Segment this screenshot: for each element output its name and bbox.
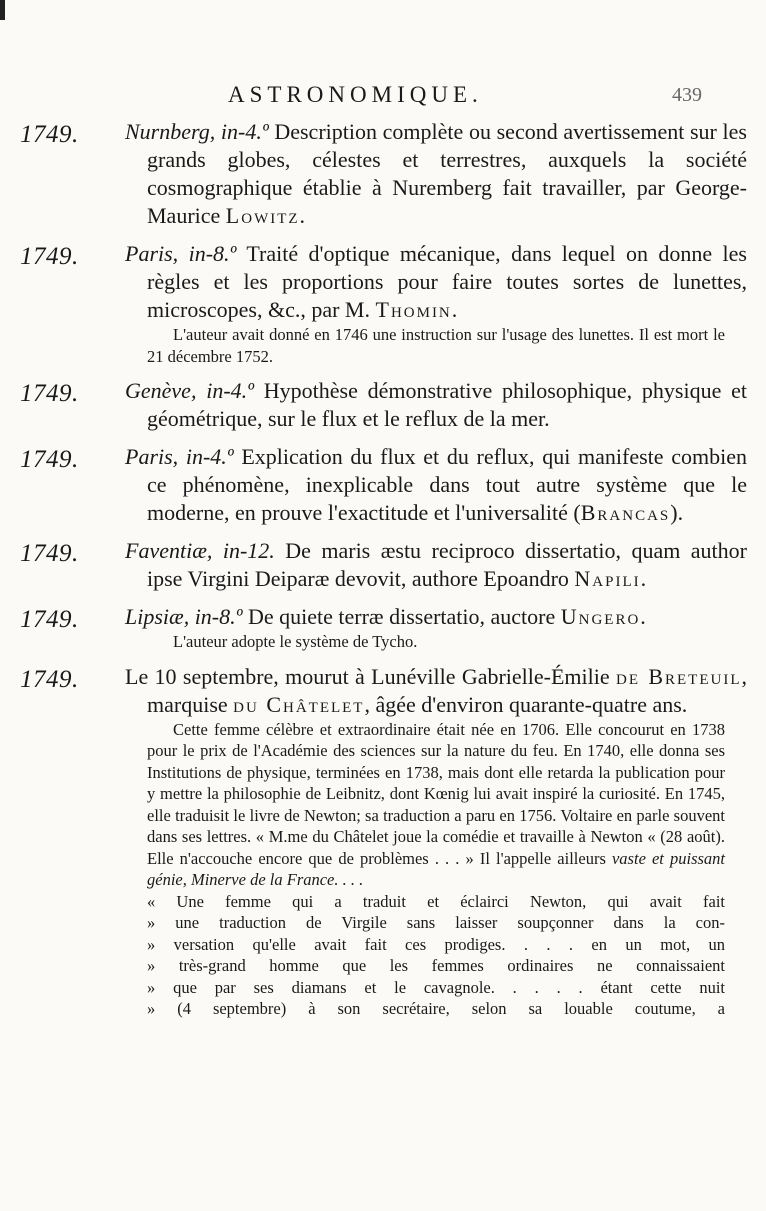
entry-author: Napili. xyxy=(574,566,649,591)
entry-place: Lipsiæ, in-8.º xyxy=(125,604,243,629)
entry xyxy=(0,377,766,433)
entry-year: 1749. xyxy=(20,606,79,633)
entry-author: Ungero. xyxy=(560,604,648,629)
entry-place: Paris, in-4.º xyxy=(125,444,234,469)
entry-note xyxy=(147,719,725,891)
quote-line: » une traduction de Virgile sans laisser soupçonner dans la con- xyxy=(147,913,725,932)
entry-text: Description complète ou second avertissement sur les grands globes, célestes et terrestres, auxquels la société cosmographique établie à Nuremberg fait travailler, par George-Maurice xyxy=(147,119,747,228)
entry-text-lead: Le 10 septembre, mourut à Lunéville Gabrielle-Émilie xyxy=(125,663,610,689)
entry-author: du Châtelet xyxy=(233,691,365,717)
entry-year: 1749. xyxy=(20,380,79,407)
entry-note: L'auteur adopte le système de Tycho. xyxy=(173,632,418,651)
entry-body xyxy=(125,240,747,324)
entry-note: L'auteur avait donné en 1746 une instruction sur l'usage des lunettes. Il est mort le 21 décembre 1752. xyxy=(147,325,725,366)
entry-author: Brancas xyxy=(580,500,671,525)
entry-year: 1749. xyxy=(20,446,79,473)
entry-body xyxy=(125,118,747,230)
quote-line: » versation qu'elle avait fait ces prodiges. . . . en un mot, un xyxy=(147,934,725,954)
running-head: ASTRONOMIQUE. xyxy=(228,82,483,107)
entry-place: Paris, in-8.º xyxy=(125,241,237,266)
page-number: 439 xyxy=(672,84,702,106)
entry-text: Explication du flux et du reflux, qui manifeste combien ce phénomène, inexplicable dans tout autre système que le moderne, en prouve l'exactitude et l'universalité ( xyxy=(147,444,747,525)
page-edge-mark xyxy=(0,0,5,20)
entry-body xyxy=(125,663,747,719)
entry-text: De maris æstu reciproco dissertatio, quam author ipse Virgini Deiparæ devovit, authore Epoandro xyxy=(147,538,747,591)
entry xyxy=(0,443,766,527)
quote-line: » que par ses diamans et le cavagnole. . . . . étant cette nuit xyxy=(147,977,725,997)
entry xyxy=(0,537,766,593)
entry-list xyxy=(0,118,766,1030)
entry xyxy=(0,663,766,1020)
note-italic: vaste et puissant génie, Minerve de la France. . . . xyxy=(147,848,725,889)
quote-line: » (4 septembre) à son secrétaire, selon sa louable coutume, a xyxy=(147,999,725,1018)
entry-text: Hypothèse démonstrative philosophique, physique et géométrique, sur le flux et le reflux de la mer. xyxy=(147,378,748,431)
entry-body xyxy=(125,443,747,527)
entry-text-end: , âgée d'environ quarante-quatre ans. xyxy=(364,691,688,717)
entry-author: de Breteuil xyxy=(616,663,742,689)
entry-body xyxy=(125,537,747,593)
entry-year: 1749. xyxy=(20,121,79,148)
entry xyxy=(0,240,766,367)
note-text: Cette femme célèbre et extraordinaire était née en 1706. Elle concourut en 1738 pour le prix de l'Académie des sciences sur la nature du feu. En 1740, elle donna ses Institutions de physique, terminées en 1738, mais dont elle retarda la publication pour y mettre la philosophie de Leibnitz, dont Kœnig lui avait inspiré la curiosité. En 1745, elle traduisit le livre de Newton; sa traduction a paru en 1756. Voltaire en parle souvent dans ses lettres. « M.me du Châtelet joue la comédie et travaille à Newton « (28 août). Elle n'accouche encore que de problèmes . . . » Il l'appelle ailleurs xyxy=(147,719,725,868)
entry xyxy=(0,118,766,230)
entry-text: De quiete terræ dissertatio, auctore xyxy=(247,604,556,629)
entry-place: Nurnberg, in-4.º xyxy=(125,119,269,144)
page-header xyxy=(0,82,766,112)
entry-body xyxy=(125,377,747,433)
entry xyxy=(0,603,766,653)
quote-line: » très-grand homme que les femmes ordinaires ne connaissaient xyxy=(147,956,725,975)
entry-author: Thomin. xyxy=(375,297,460,322)
entry-author: Lowitz. xyxy=(225,203,308,228)
entry-year: 1749. xyxy=(20,243,79,270)
quote-line: « Une femme qui a traduit et éclairci Newton, qui avait fait xyxy=(147,891,725,911)
entry-text-after: ). xyxy=(670,500,684,525)
entry-place: Faventiæ, in-12. xyxy=(125,538,275,563)
entry-year: 1749. xyxy=(20,665,79,693)
entry-place: Genève, in-4.º xyxy=(125,378,254,403)
entry-year: 1749. xyxy=(20,540,79,567)
entry-text: Traité d'optique mécanique, dans lequel on donne les règles et les proportions pour faire toutes sortes de lunettes, microscopes, &c., par M. xyxy=(147,241,747,322)
entry-text-mid: , marquise xyxy=(147,663,747,717)
entry-body xyxy=(125,603,747,631)
